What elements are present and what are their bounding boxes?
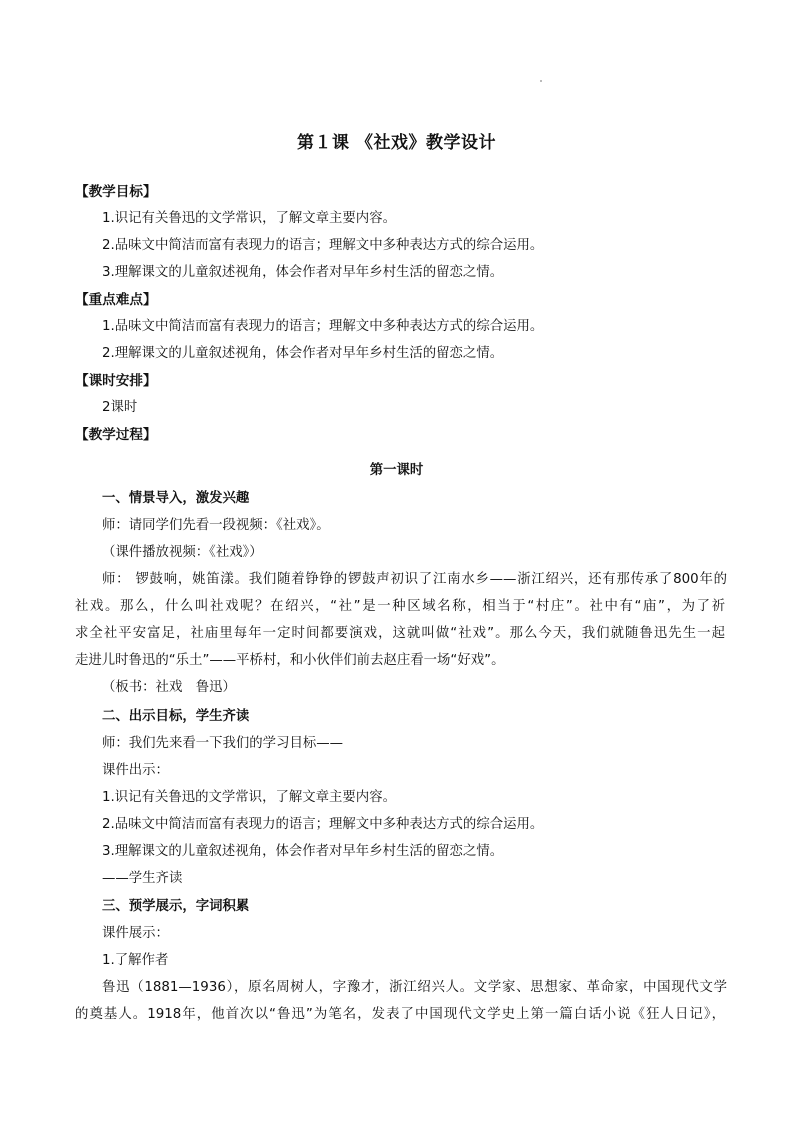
courseware-label: 课件出示：: [102, 763, 169, 778]
objective-item: 1.识记有关鲁迅的文学常识，了解文章主要内容。: [102, 211, 396, 226]
objective-item: 2.品味文中简洁而富有表现力的语言；理解文中多种表达方式的综合运用。: [102, 817, 544, 832]
objective-item: 2.品味文中简洁而富有表现力的语言；理解文中多种表达方式的综合运用。: [102, 238, 544, 253]
key-point-item: 1.品味文中简洁而富有表现力的语言；理解文中多种表达方式的综合运用。: [102, 319, 544, 334]
note-line: （课件播放视频：《社戏》）: [102, 545, 263, 560]
paragraph-line: 走进儿时鲁迅的“乐土”——平桥村，和小伙伴们前去赵庄看一场“好戏”。: [75, 653, 505, 668]
board-note: （板书：社戏 鲁迅）: [102, 680, 236, 695]
paragraph-line: 社戏。那么，什么叫社戏呢？在绍兴，“社”是一种区域名称，相当于“村庄”。社中有“庙”，为了祈: [75, 599, 725, 614]
objective-item: 3.理解课文的儿童叙述视角，体会作者对早年乡村生活的留恋之情。: [102, 265, 504, 280]
schedule-heading: 【课时安排】: [75, 373, 157, 389]
courseware-label: 课件展示：: [102, 926, 169, 941]
paragraph-line: 鲁迅（1881—1936），原名周树人，字豫才，浙江绍兴人。文学家、思想家、革命家，中国现代文学: [102, 980, 727, 995]
list-item: 1.了解作者: [102, 953, 169, 968]
paragraph-line: 求全社平安富足，社庙里每年一定时间都要演戏，这就叫做“社戏”。那么今天，我们就随鲁迅先生一起: [75, 626, 725, 641]
paragraph-line: 的奠基人。1918年，他首次以“鲁迅”为笔名，发表了中国现代文学史上第一篇白话小说《狂人日记》，: [75, 1007, 725, 1022]
speck: [540, 80, 542, 82]
process-heading: 【教学过程】: [75, 427, 157, 443]
objective-item: 3.理解课文的儿童叙述视角，体会作者对早年乡村生活的留恋之情。: [102, 844, 504, 859]
key-point-item: 2.理解课文的儿童叙述视角，体会作者对早年乡村生活的留恋之情。: [102, 346, 504, 361]
objective-item: 1.识记有关鲁迅的文学常识，了解文章主要内容。: [102, 790, 396, 805]
reading-line: ——学生齐读: [102, 871, 183, 886]
key-points-heading: 【重点难点】: [75, 292, 157, 308]
section-heading: 三、预学展示，字词积累: [102, 899, 250, 914]
lesson-title: 第一课时: [369, 463, 424, 478]
page-title: 第１课 《社戏》教学设计: [297, 133, 496, 153]
section-heading: 一、情景导入，激发兴趣: [102, 491, 250, 506]
objectives-heading: 【教学目标】: [75, 184, 157, 200]
teacher-line: 师：请同学们先看一段视频：《社戏》。: [102, 518, 330, 533]
teacher-line: 师：我们先来看一下我们的学习目标——: [102, 736, 344, 751]
paragraph-line: 师： 锣鼓响，姚笛漾。我们随着铮铮的锣鼓声初识了江南水乡——浙江绍兴，还有那传承了800年的: [102, 572, 727, 587]
section-heading: 二、出示目标，学生齐读: [102, 709, 250, 724]
schedule-text: 2课时: [102, 400, 138, 415]
